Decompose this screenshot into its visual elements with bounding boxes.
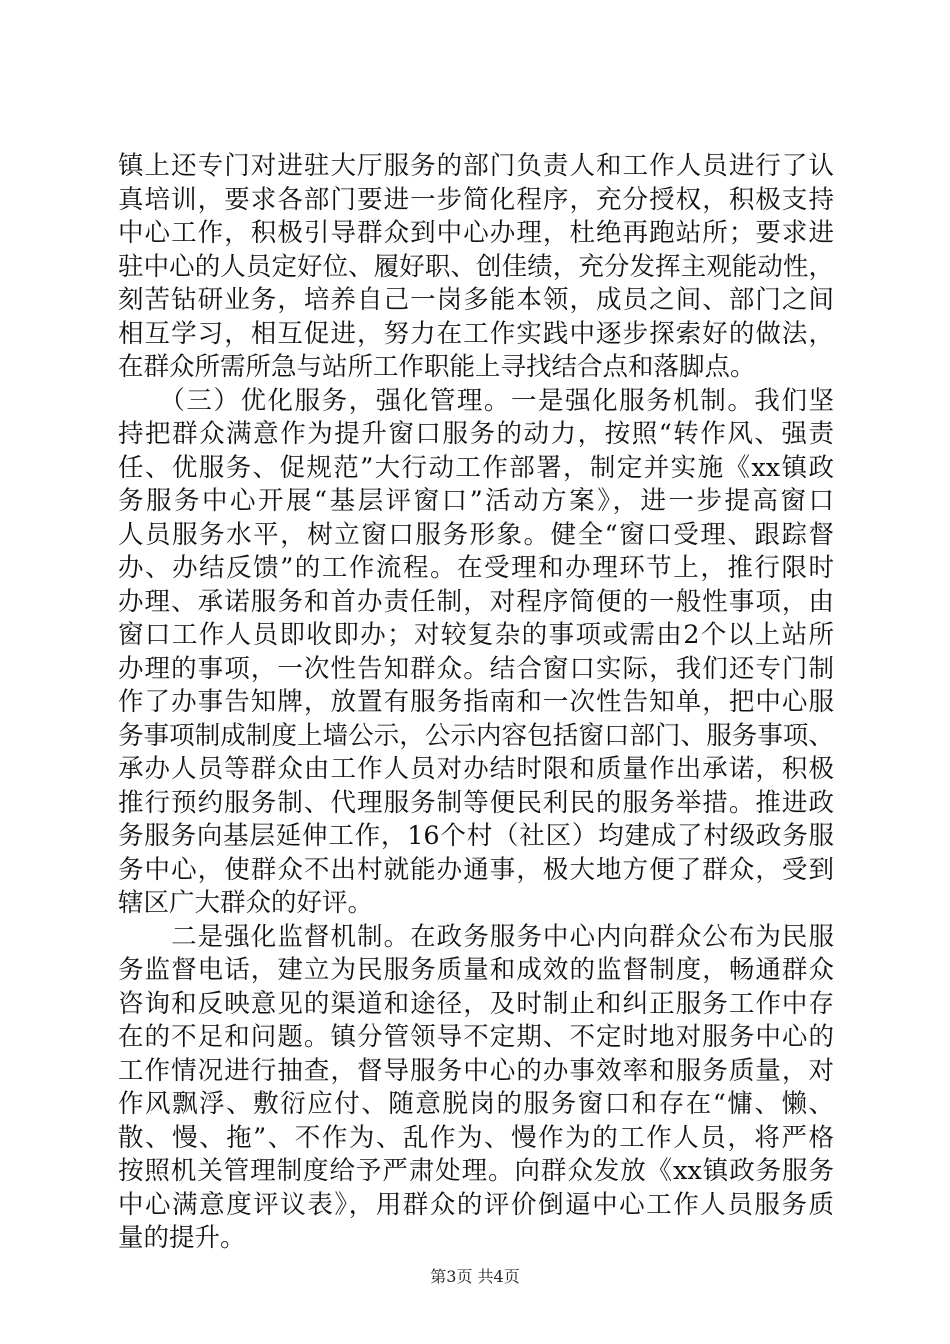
text-line: 咨询和反映意见的渠道和途径，及时制止和纠正服务工作中存 (118, 988, 834, 1019)
text-line: 办理的事项，一次性告知群众。结合窗口实际，我们还专门制 (118, 653, 834, 684)
text-line: 量的提升。 (118, 1223, 246, 1253)
text-line: 真培训，要求各部门要进一步简化程序，充分授权，积极支持 (118, 184, 834, 215)
text-line: 散、慢、拖”、不作为、乱作为、慢作为的工作人员，将严格 (118, 1122, 834, 1153)
text-line: 窗口工作人员即收即办；对较复杂的事项或需由2个以上站所 (118, 620, 834, 650)
text-line: 按照机关管理制度给予严肃处理。向群众发放《xx镇政务服务 (118, 1156, 834, 1186)
text-line: 办、办结反馈”的工作流程。在受理和办理环节上，推行限时 (118, 553, 834, 583)
text-line: 推行预约服务制、代理服务制等便民利民的服务举措。推进政 (118, 787, 834, 818)
text-line: 工作情况进行抽查，督导服务中心的办事效率和服务质量，对 (118, 1055, 834, 1086)
text-line: 持把群众满意作为提升窗口服务的动力，按照“转作风、强责 (118, 419, 834, 449)
text-line: 务服务向基层延伸工作，16个村（社区）均建成了村级政务服 (118, 821, 834, 851)
text-line: 镇上还专门对进驻大厅服务的部门负责人和工作人员进行了认 (118, 151, 834, 181)
text-line: 办理、承诺服务和首办责任制，对程序简便的一般性事项，由 (118, 586, 834, 617)
text-line: 二是强化监督机制。在政务服务中心内向群众公布为民服 (118, 921, 834, 952)
text-line: 务事项制成制度上墙公示，公示内容包括窗口部门、服务事项、 (118, 720, 834, 751)
text-line: 刻苦钻研业务，培养自己一岗多能本领，成员之间、部门之间 (118, 285, 834, 315)
text-line: 务中心，使群众不出村就能办通事，极大地方便了群众，受到 (118, 854, 834, 885)
text-line: 中心工作，积极引导群众到中心办理，杜绝再跑站所；要求进 (118, 218, 834, 248)
text-line: 人员服务水平，树立窗口服务形象。健全“窗口受理、跟踪督 (118, 519, 834, 550)
text-line: 在的不足和问题。镇分管领导不定期、不定时地对服务中心的 (118, 1022, 834, 1052)
text-line: 作了办事告知牌，放置有服务指南和一次性告知单，把中心服 (118, 687, 834, 717)
text-line: 驻中心的人员定好位、履好职、创佳绩，充分发挥主观能动性， (118, 251, 834, 282)
text-line: 承办人员等群众由工作人员对办结时限和质量作出承诺，积极 (118, 754, 834, 784)
text-line: 务服务中心开展“基层评窗口”活动方案》，进一步提高窗口 (118, 486, 834, 516)
text-line: 在群众所需所急与站所工作职能上寻找结合点和落脚点。 (118, 352, 756, 382)
text-line: 中心满意度评议表》，用群众的评价倒逼中心工作人员服务质 (118, 1189, 834, 1220)
text-line: 任、优服务、促规范”大行动工作部署，制定并实施《xx镇政 (118, 452, 834, 483)
text-line: 相互学习，相互促进，努力在工作实践中逐步探索好的做法， (118, 318, 834, 349)
text-line: 辖区广大群众的好评。 (118, 888, 374, 918)
text-line: （三）优化服务，强化管理。一是强化服务机制。我们坚 (118, 385, 834, 416)
text-line: 务监督电话，建立为民服务质量和成效的监督制度，畅通群众 (118, 955, 834, 985)
text-line: 作风飘浮、敷衍应付、随意脱岗的服务窗口和存在“慵、懒、 (118, 1089, 834, 1119)
document-body (118, 150, 834, 1256)
page-footer: 第3页 共4页 (430, 1267, 520, 1286)
